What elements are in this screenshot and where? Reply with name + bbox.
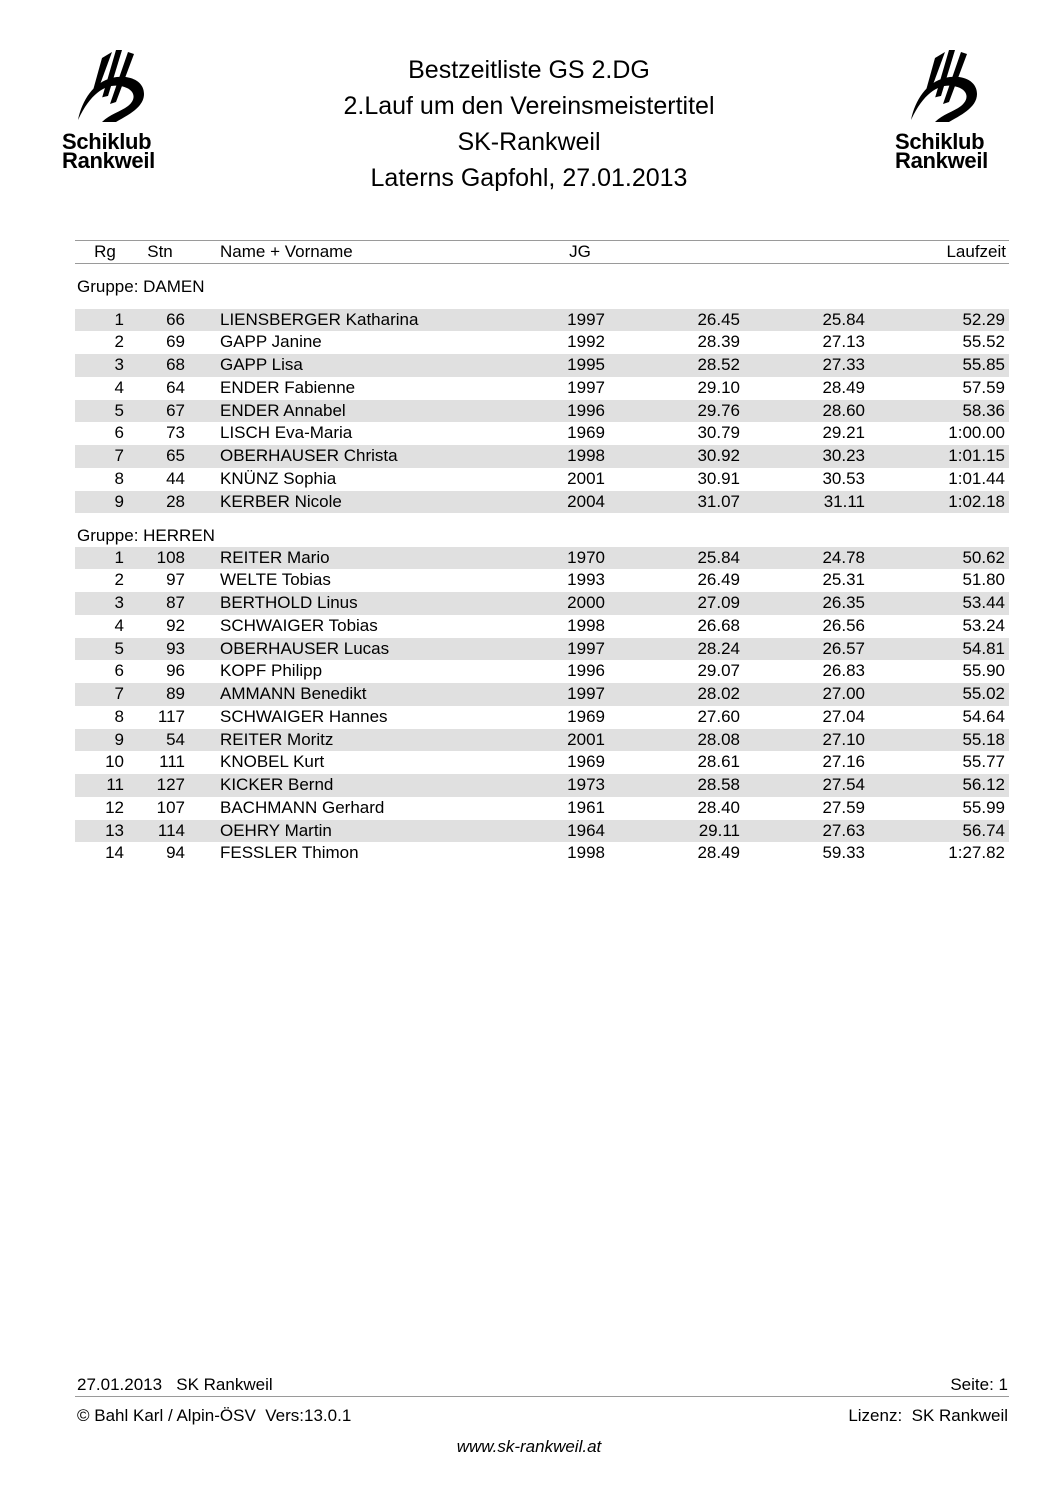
table-row — [75, 706, 1009, 729]
total-time-cell: 55.77 — [962, 752, 1005, 772]
table-row — [75, 751, 1009, 774]
run1-time-cell: 28.61 — [697, 752, 740, 772]
table-row — [75, 309, 1009, 332]
total-time-cell: 52.29 — [962, 309, 1005, 329]
run2-time-cell: 26.83 — [822, 661, 865, 681]
rank-cell: 1 — [114, 547, 124, 567]
name-cell: GAPP Lisa — [220, 355, 303, 374]
run1-time-cell: 28.49 — [697, 843, 740, 863]
name-cell: SCHWAIGER Tobias — [220, 615, 378, 635]
run2-time-cell: 27.59 — [822, 797, 865, 817]
name-cell: GAPP Janine — [220, 332, 322, 352]
birth-year-cell: 1995 — [567, 355, 605, 374]
run2-time-cell: 27.33 — [822, 355, 865, 374]
start-number-cell: 92 — [166, 615, 185, 635]
club-name: SK-Rankweil — [457, 128, 601, 156]
table-row — [75, 354, 1009, 377]
total-time-cell: 55.02 — [962, 684, 1005, 703]
name-cell: ENDER Fabienne — [220, 377, 356, 397]
table-row — [75, 774, 1009, 797]
total-time-cell: 1:01.44 — [948, 468, 1005, 488]
birth-year-cell: 1993 — [567, 570, 605, 590]
start-number-cell: 93 — [166, 638, 185, 658]
rank-cell: 6 — [114, 661, 124, 681]
start-number-cell: 28 — [166, 491, 185, 511]
run1-time-cell: 29.07 — [697, 661, 740, 681]
table-row — [75, 491, 1009, 514]
rank-cell: 9 — [114, 491, 124, 511]
col-header-time: Laufzeit — [946, 242, 1006, 261]
start-number-cell: 54 — [166, 729, 185, 749]
rank-cell: 5 — [114, 400, 124, 420]
start-number-cell: 64 — [166, 377, 185, 397]
total-time-cell: 53.44 — [962, 593, 1005, 612]
total-time-cell: 55.18 — [962, 729, 1005, 749]
run1-time-cell: 29.11 — [698, 820, 740, 840]
footer-top — [75, 1374, 1009, 1397]
run2-time-cell: 29.21 — [822, 423, 865, 443]
run1-time-cell: 27.60 — [697, 706, 740, 726]
table-row — [75, 377, 1009, 400]
name-cell: REITER Mario — [220, 547, 330, 567]
rank-cell: 1 — [114, 309, 124, 329]
rank-cell: 10 — [105, 752, 124, 772]
total-time-cell: 58.36 — [962, 400, 1005, 420]
rank-cell: 7 — [114, 446, 124, 465]
run1-time-cell: 28.40 — [697, 797, 740, 817]
birth-year-cell: 1992 — [567, 332, 605, 352]
total-time-cell: 55.99 — [962, 797, 1005, 817]
birth-year-cell: 1997 — [567, 638, 605, 658]
club-logo-right — [895, 50, 995, 180]
rank-cell: 8 — [114, 706, 124, 726]
run2-time-cell: 27.00 — [822, 684, 865, 703]
total-time-cell: 1:27.82 — [948, 843, 1005, 863]
run2-time-cell: 27.13 — [822, 332, 865, 352]
page-subtitle: 2.Lauf um den Vereinsmeistertitel — [343, 92, 715, 120]
birth-year-cell: 1998 — [567, 615, 605, 635]
name-cell: OBERHAUSER Christa — [220, 446, 398, 465]
run2-time-cell: 27.54 — [822, 775, 865, 794]
table-row — [75, 445, 1009, 468]
run1-time-cell: 25.84 — [697, 547, 740, 567]
name-cell: KNOBEL Kurt — [220, 752, 325, 772]
name-cell: AMMANN Benedikt — [220, 684, 367, 703]
birth-year-cell: 1973 — [567, 775, 605, 794]
logo-text-line1: Schiklub — [62, 129, 152, 154]
start-number-cell: 96 — [166, 661, 185, 681]
ski-logo-icon — [72, 50, 152, 128]
total-time-cell: 57.59 — [962, 377, 1005, 397]
venue-date: Laterns Gapfohl, 27.01.2013 — [370, 164, 688, 192]
rank-cell: 9 — [114, 729, 124, 749]
start-number-cell: 68 — [166, 355, 185, 374]
birth-year-cell: 1997 — [567, 684, 605, 703]
rank-cell: 4 — [114, 377, 124, 397]
name-cell: WELTE Tobias — [220, 570, 331, 590]
birth-year-cell: 1969 — [567, 423, 605, 443]
run1-time-cell: 26.68 — [697, 615, 740, 635]
run2-time-cell: 25.31 — [822, 570, 865, 590]
start-number-cell: 117 — [157, 706, 185, 726]
birth-year-cell: 1998 — [567, 843, 605, 863]
start-number-cell: 94 — [166, 843, 185, 863]
logo-text-line1: Schiklub — [895, 129, 985, 154]
total-time-cell: 56.74 — [962, 820, 1005, 840]
table-row — [75, 660, 1009, 683]
table-row — [75, 797, 1009, 820]
group-label: Gruppe: DAMEN — [77, 277, 205, 296]
total-time-cell: 1:02.18 — [948, 491, 1005, 511]
run1-time-cell: 28.02 — [697, 684, 740, 703]
run1-time-cell: 26.49 — [697, 570, 740, 590]
start-number-cell: 66 — [166, 309, 185, 329]
name-cell: LISCH Eva-Maria — [220, 423, 353, 443]
run2-time-cell: 24.78 — [822, 547, 865, 567]
start-number-cell: 69 — [166, 332, 185, 352]
run1-time-cell: 30.92 — [697, 446, 740, 465]
start-number-cell: 65 — [166, 446, 185, 465]
birth-year-cell: 1998 — [567, 446, 605, 465]
rank-cell: 11 — [106, 775, 124, 794]
run1-time-cell: 28.58 — [697, 775, 740, 794]
run1-time-cell: 29.10 — [697, 377, 740, 397]
total-time-cell: 54.81 — [962, 638, 1005, 658]
name-cell: BERTHOLD Linus — [220, 593, 358, 612]
col-header-jg: JG — [569, 242, 591, 261]
birth-year-cell: 1996 — [567, 400, 605, 420]
total-time-cell: 50.62 — [962, 547, 1005, 567]
birth-year-cell: 1997 — [567, 309, 605, 329]
start-number-cell: 73 — [166, 423, 185, 443]
run2-time-cell: 59.33 — [822, 843, 865, 863]
rank-cell: 3 — [114, 593, 124, 612]
start-number-cell: 89 — [166, 684, 185, 703]
birth-year-cell: 2004 — [567, 491, 605, 511]
run1-time-cell: 28.08 — [697, 729, 740, 749]
run2-time-cell: 27.04 — [822, 706, 865, 726]
col-header-stn: Stn — [147, 242, 173, 261]
col-header-name: Name + Vorname — [220, 242, 353, 261]
run1-time-cell: 28.24 — [697, 638, 740, 658]
run2-time-cell: 30.53 — [822, 468, 865, 488]
table-row — [75, 615, 1009, 638]
run1-time-cell: 26.45 — [697, 309, 740, 329]
total-time-cell: 55.85 — [962, 355, 1005, 374]
table-row — [75, 842, 1009, 865]
total-time-cell: 1:01.15 — [948, 446, 1005, 465]
name-cell: OEHRY Martin — [220, 820, 332, 840]
name-cell: OBERHAUSER Lucas — [220, 638, 390, 658]
name-cell: ENDER Annabel — [220, 400, 346, 420]
birth-year-cell: 1964 — [567, 820, 605, 840]
name-cell: KICKER Bernd — [220, 775, 334, 794]
run1-time-cell: 30.79 — [697, 423, 740, 443]
run2-time-cell: 26.57 — [822, 638, 865, 658]
table-row — [75, 820, 1009, 843]
birth-year-cell: 2001 — [567, 729, 605, 749]
start-number-cell: 107 — [156, 797, 185, 817]
footer-license: Lizenz: SK Rankweil — [848, 1406, 1008, 1425]
run2-time-cell: 27.16 — [822, 752, 865, 772]
rank-cell: 3 — [114, 355, 124, 374]
table-row — [75, 683, 1009, 706]
footer-bottom — [75, 1405, 1009, 1427]
start-number-cell: 44 — [166, 468, 185, 488]
start-number-cell: 97 — [166, 570, 185, 590]
table-row — [75, 468, 1009, 491]
table-row — [75, 638, 1009, 661]
table-row — [75, 331, 1009, 354]
rank-cell: 12 — [105, 797, 124, 817]
footer-page: Seite: 1 — [950, 1375, 1008, 1394]
run2-time-cell: 26.35 — [822, 593, 865, 612]
table-row — [75, 547, 1009, 570]
rank-cell: 13 — [105, 820, 124, 840]
run2-time-cell: 28.49 — [822, 377, 865, 397]
rank-cell: 2 — [114, 570, 124, 590]
total-time-cell: 55.52 — [962, 332, 1005, 352]
run1-time-cell: 27.09 — [697, 593, 740, 612]
birth-year-cell: 1996 — [567, 661, 605, 681]
run2-time-cell: 30.23 — [822, 446, 865, 465]
table-row — [75, 592, 1009, 615]
start-number-cell: 108 — [156, 547, 185, 567]
total-time-cell: 53.24 — [962, 615, 1005, 635]
birth-year-cell: 1961 — [567, 797, 605, 817]
start-number-cell: 111 — [159, 752, 185, 772]
birth-year-cell: 1969 — [567, 706, 605, 726]
run1-time-cell: 30.91 — [697, 468, 740, 488]
start-number-cell: 87 — [166, 593, 185, 612]
run2-time-cell: 26.56 — [822, 615, 865, 635]
birth-year-cell: 1997 — [567, 377, 605, 397]
table-header — [75, 240, 1009, 264]
run1-time-cell: 29.76 — [697, 400, 740, 420]
name-cell: LIENSBERGER Katharina — [220, 309, 419, 329]
page-title: Bestzeitliste GS 2.DG — [408, 56, 650, 84]
ski-logo-icon — [905, 50, 985, 128]
start-number-cell: 67 — [166, 400, 185, 420]
club-logo-left — [62, 50, 162, 180]
page-header — [220, 54, 838, 198]
name-cell: KERBER Nicole — [220, 491, 342, 511]
name-cell: BACHMANN Gerhard — [220, 797, 385, 817]
website-link[interactable]: www.sk-rankweil.at — [456, 1437, 602, 1456]
run2-time-cell: 25.84 — [822, 309, 865, 329]
start-number-cell: 114 — [157, 820, 185, 840]
start-number-cell: 127 — [156, 775, 185, 794]
table-row — [75, 400, 1009, 423]
total-time-cell: 56.12 — [962, 775, 1005, 794]
name-cell: KNÜNZ Sophia — [220, 468, 337, 488]
name-cell: REITER Moritz — [220, 729, 334, 749]
rank-cell: 14 — [105, 843, 124, 863]
run2-time-cell: 31.11 — [823, 491, 865, 511]
run2-time-cell: 27.10 — [822, 729, 865, 749]
logo-text-line2: Rankweil — [895, 148, 988, 173]
run2-time-cell: 27.63 — [822, 820, 865, 840]
run1-time-cell: 28.39 — [697, 332, 740, 352]
total-time-cell: 1:00.00 — [948, 423, 1005, 443]
table-row — [75, 569, 1009, 592]
rank-cell: 5 — [114, 638, 124, 658]
table-row — [75, 729, 1009, 752]
birth-year-cell: 2001 — [567, 468, 605, 488]
rank-cell: 7 — [114, 684, 124, 703]
rank-cell: 4 — [114, 615, 124, 635]
birth-year-cell: 2000 — [567, 593, 605, 612]
footer-copyright: © Bahl Karl / Alpin-ÖSV Vers:13.0.1 — [77, 1406, 352, 1425]
name-cell: KOPF Philipp — [220, 661, 323, 681]
logo-text-line2: Rankweil — [62, 148, 155, 173]
name-cell: FESSLER Thimon — [220, 843, 359, 863]
total-time-cell: 55.90 — [962, 661, 1005, 681]
total-time-cell: 51.80 — [962, 570, 1005, 590]
rank-cell: 8 — [114, 468, 124, 488]
birth-year-cell: 1970 — [567, 547, 605, 567]
table-row — [75, 422, 1009, 445]
group-label: Gruppe: HERREN — [77, 526, 215, 545]
name-cell: SCHWAIGER Hannes — [220, 706, 388, 726]
footer-date-club: 27.01.2013 SK Rankweil — [77, 1375, 273, 1394]
total-time-cell: 54.64 — [962, 706, 1005, 726]
rank-cell: 6 — [114, 423, 124, 443]
birth-year-cell: 1969 — [567, 752, 605, 772]
run1-time-cell: 28.52 — [697, 355, 740, 374]
rank-cell: 2 — [114, 332, 124, 352]
run1-time-cell: 31.07 — [697, 491, 740, 511]
col-header-rg: Rg — [94, 242, 116, 261]
run2-time-cell: 28.60 — [822, 400, 865, 420]
